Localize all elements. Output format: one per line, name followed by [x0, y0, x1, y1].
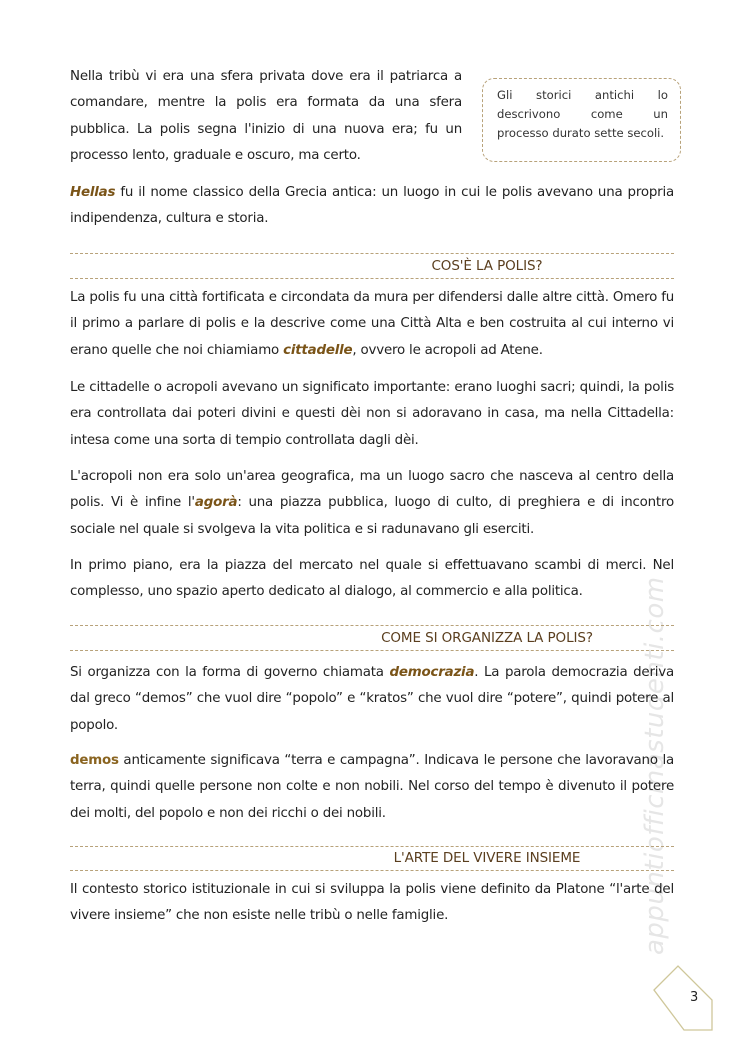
paragraph-text: anticamente significava “terra e campagna”. Indicava le persone che lavoravano la terra, quindi quelle persone non colte e non nobili. Nel corso del tempo è divenuto il potere dei molti, del popolo e non dei ricchi o dei nobili.: [70, 753, 674, 821]
section-title: COS'È LA POLIS?: [431, 258, 543, 274]
term-hellas: Hellas: [70, 185, 116, 200]
paragraph: Le cittadelle o acropoli avevano un significato importante: erano luoghi sacri; quindi, la polis era controllata dai poteri divini e questi dèi non si adoravano in casa, ma nella Cittadella: intesa come una sorta di tempio controllata dagli dèi.: [70, 380, 674, 448]
paragraph-text: : una piazza pubblica, luogo di culto, di preghiera e di incontro sociale nel quale si svolgeva la vita politica e si radunavano gli eserciti.: [70, 495, 674, 537]
section-title: COME SI ORGANIZZA LA POLIS?: [381, 630, 593, 646]
term-democrazia: democrazia: [389, 665, 475, 680]
paragraph-text: , ovvero le acropoli ad Atene.: [352, 342, 543, 358]
section-heading: [70, 253, 674, 279]
paragraph-text: . La parola democrazia deriva dal greco “demos” che vuol dire “popolo” e “kratos” che vuol dire “potere”, quindi potere al popolo.: [70, 665, 674, 733]
paragraph-text: L'acropoli non era solo un'area geografica, ma un luogo sacro che nasceva al centro della polis. Vi è infine l': [70, 469, 674, 511]
page-number: 3: [690, 990, 699, 1005]
section-heading: [70, 625, 674, 651]
intro-paragraph: Nella tribù vi era una sfera privata dove era il patriarca a comandare, mentre la polis era formata da una sfera pubblica. La polis segna l'inizio di una nuova era; fu un processo lento, graduale e oscuro, ma certo.: [70, 69, 462, 164]
term-demos: demos: [70, 753, 119, 768]
paragraph: [70, 464, 674, 543]
paragraph-text: La polis fu una città fortificata e circondata da mura per difendersi dalle altre città. Omero fu il primo a parlare di polis e la descrive come una Città Alta e ben costruita al cui interno vi erano quelle che noi chiamiamo: [70, 290, 674, 358]
term-agora: agorà: [194, 495, 238, 511]
term-cittadelle: cittadelle: [283, 342, 353, 358]
paragraph-text: fu il nome classico della Grecia antica: un luogo in cui le polis avevano una propria indipendenza, cultura e storia.: [70, 185, 674, 227]
paragraph-text: Si organizza con la forma di governo chiamata: [70, 665, 390, 680]
paragraph: Il contesto storico istituzionale in cui si sviluppa la polis viene definito da Platone “l'arte del vivere insieme” che non esiste nelle tribù o nelle famiglie.: [70, 882, 674, 924]
paragraph: [70, 660, 674, 739]
paragraph: [70, 748, 674, 827]
side-note-box: Gli storici antichi lo descrivono come un processo durato sette secoli.: [482, 78, 681, 162]
paragraph: [70, 285, 674, 364]
section-title: L'ARTE DEL VIVERE INSIEME: [393, 850, 581, 866]
watermark: appuntiofficinastudenti.com: [640, 576, 670, 955]
page-number-badge: [650, 958, 720, 1038]
paragraph: In primo piano, era la piazza del mercato nel quale si effettuavano scambi di merci. Nel complesso, uno spazio aperto dedicato al dialogo, al commercio e alla politica.: [70, 558, 674, 600]
section-heading: [70, 846, 674, 871]
hellas-paragraph: [70, 180, 674, 233]
